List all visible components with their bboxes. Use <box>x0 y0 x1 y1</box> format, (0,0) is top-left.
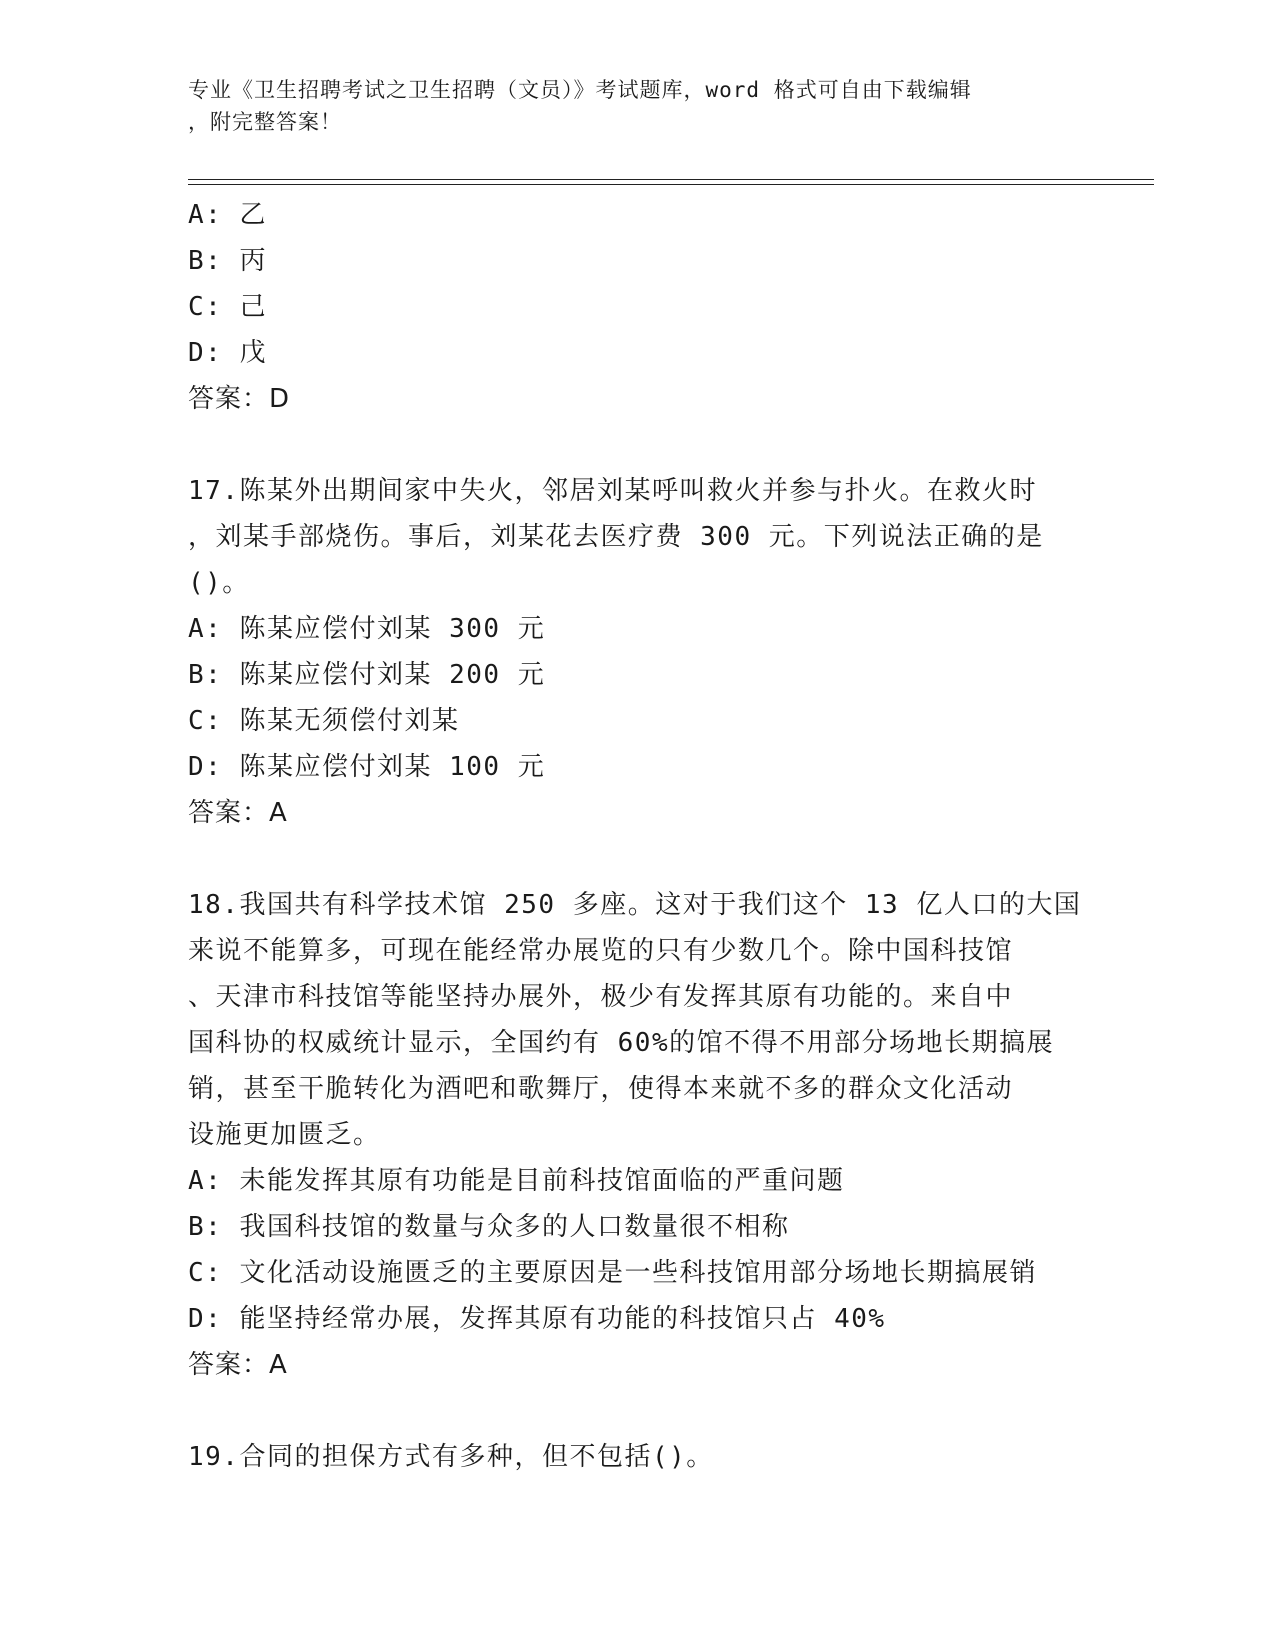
option-b: B: 丙 <box>188 246 267 276</box>
question-text-line: 、天津市科技馆等能坚持办展外，极少有发挥其原有功能的。来自中 <box>188 982 1014 1012</box>
question-18 <box>188 882 1088 1388</box>
question-text-line: ()。 <box>188 568 250 598</box>
option-d: D: 戊 <box>188 338 267 368</box>
question-text-line: 国科协的权威统计显示，全国约有 60%的馆不得不用部分场地长期搞展 <box>188 1028 1055 1058</box>
answer: 答案：A <box>188 1350 288 1380</box>
document-header <box>188 74 1088 138</box>
question-text-line: 设施更加匮乏。 <box>188 1120 381 1150</box>
question-17 <box>188 468 1088 836</box>
option-a: A: 陈某应偿付刘某 300 元 <box>188 614 546 644</box>
option-b: B: 我国科技馆的数量与众多的人口数量很不相称 <box>188 1212 790 1242</box>
option-d: D: 能坚持经常办展，发挥其原有功能的科技馆只占 40% <box>188 1304 886 1334</box>
question-text-line: 销，甚至干脆转化为酒吧和歌舞厅，使得本来就不多的群众文化活动 <box>188 1074 1014 1104</box>
question-19 <box>188 1434 1088 1480</box>
question-text-line: ，刘某手部烧伤。事后，刘某花去医疗费 300 元。下列说法正确的是 <box>188 522 1044 552</box>
question-text-line: 18.我国共有科学技术馆 250 多座。这对于我们这个 13 亿人口的大国 <box>188 890 1082 920</box>
option-d: D: 陈某应偿付刘某 100 元 <box>188 752 546 782</box>
answer: 答案：D <box>188 384 291 414</box>
option-c: C: 陈某无须偿付刘某 <box>188 706 460 736</box>
header-line-2: ，附完整答案！ <box>188 110 342 134</box>
option-b: B: 陈某应偿付刘某 200 元 <box>188 660 546 690</box>
option-a: A: 未能发挥其原有功能是目前科技馆面临的严重问题 <box>188 1166 845 1196</box>
question-16 <box>188 192 1088 422</box>
header-line-1: 专业《卫生招聘考试之卫生招聘（文员）》考试题库，word 格式可自由下载编辑 <box>188 78 972 102</box>
option-c: C: 己 <box>188 292 267 322</box>
question-text-line: 来说不能算多，可现在能经常办展览的只有少数几个。除中国科技馆 <box>188 936 1014 966</box>
header-divider-top <box>188 179 1154 180</box>
header-divider-bottom <box>188 184 1154 185</box>
question-text-line: 19.合同的担保方式有多种，但不包括()。 <box>188 1442 714 1472</box>
question-text-line: 17.陈某外出期间家中失火，邻居刘某呼叫救火并参与扑火。在救火时 <box>188 476 1037 506</box>
option-c: C: 文化活动设施匮乏的主要原因是一些科技馆用部分场地长期搞展销 <box>188 1258 1037 1288</box>
answer: 答案：A <box>188 798 288 828</box>
option-a: A: 乙 <box>188 200 267 230</box>
document-body <box>188 192 1088 1480</box>
